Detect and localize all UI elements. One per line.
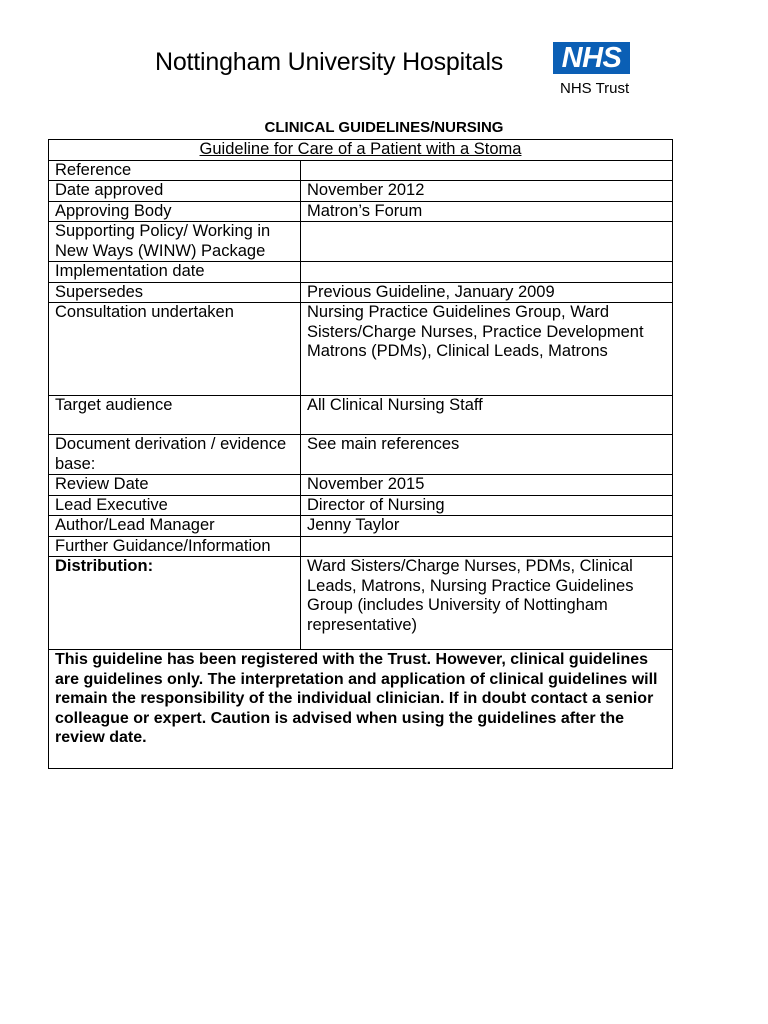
row-label: Distribution: [49, 557, 301, 650]
row-label: Supersedes [49, 282, 301, 303]
row-label: Target audience [49, 396, 301, 435]
disclaimer-text: This guideline has been registered with the Trust. However, clinical guidelines are guidelines only. The interpretation and application of clinical guidelines will remain the responsibility of the individual clinician. If in doubt contact a senior colleague or expert. Caution is advised when using the guidelines after the review date. [49, 650, 673, 769]
row-value [301, 262, 673, 283]
table-row [49, 396, 673, 435]
row-value: November 2015 [301, 475, 673, 496]
row-value: All Clinical Nursing Staff [301, 396, 673, 435]
row-label: Reference [49, 160, 301, 181]
organisation-name: Nottingham University Hospitals [155, 48, 504, 76]
row-label: Document derivation / evidence base: [49, 435, 301, 475]
row-value: Matron’s Forum [301, 201, 673, 222]
table-row [49, 516, 673, 537]
guideline-subtitle: Guideline for Care of a Patient with a Stoma [49, 140, 673, 161]
table-row [49, 557, 673, 650]
table-row [49, 282, 673, 303]
row-label: Review Date [49, 475, 301, 496]
disclaimer-row [49, 650, 673, 769]
row-label: Further Guidance/Information [49, 536, 301, 557]
row-value: Ward Sisters/Charge Nurses, PDMs, Clinical Leads, Matrons, Nursing Practice Guidelines Group (includes University of Nottingham representative) [301, 557, 673, 650]
row-label: Lead Executive [49, 495, 301, 516]
row-value: Director of Nursing [301, 495, 673, 516]
row-value [301, 222, 673, 262]
document-title: CLINICAL GUIDELINES/NURSING [264, 119, 504, 136]
row-value: November 2012 [301, 181, 673, 202]
table-row [49, 160, 673, 181]
guideline-details-table [48, 139, 673, 769]
nhs-trust-label: NHS Trust [560, 80, 630, 97]
subtitle-row [49, 140, 673, 161]
row-value: Previous Guideline, January 2009 [301, 282, 673, 303]
row-value: See main references [301, 435, 673, 475]
row-label: Author/Lead Manager [49, 516, 301, 537]
table-row [49, 303, 673, 396]
table-row [49, 222, 673, 262]
table-row [49, 181, 673, 202]
table-row [49, 262, 673, 283]
row-label: Implementation date [49, 262, 301, 283]
row-label: Date approved [49, 181, 301, 202]
table-row [49, 536, 673, 557]
header [0, 0, 768, 110]
row-label: Consultation undertaken [49, 303, 301, 396]
nhs-logo: NHS [553, 42, 630, 74]
row-label: Supporting Policy/ Working in New Ways (WINW) Package [49, 222, 301, 262]
table-row [49, 495, 673, 516]
row-value: Nursing Practice Guidelines Group, Ward Sisters/Charge Nurses, Practice Development Matrons (PDMs), Clinical Leads, Matrons [301, 303, 673, 396]
table-row [49, 201, 673, 222]
table-row [49, 435, 673, 475]
row-value [301, 536, 673, 557]
row-value [301, 160, 673, 181]
row-value: Jenny Taylor [301, 516, 673, 537]
table-row [49, 475, 673, 496]
row-label: Approving Body [49, 201, 301, 222]
